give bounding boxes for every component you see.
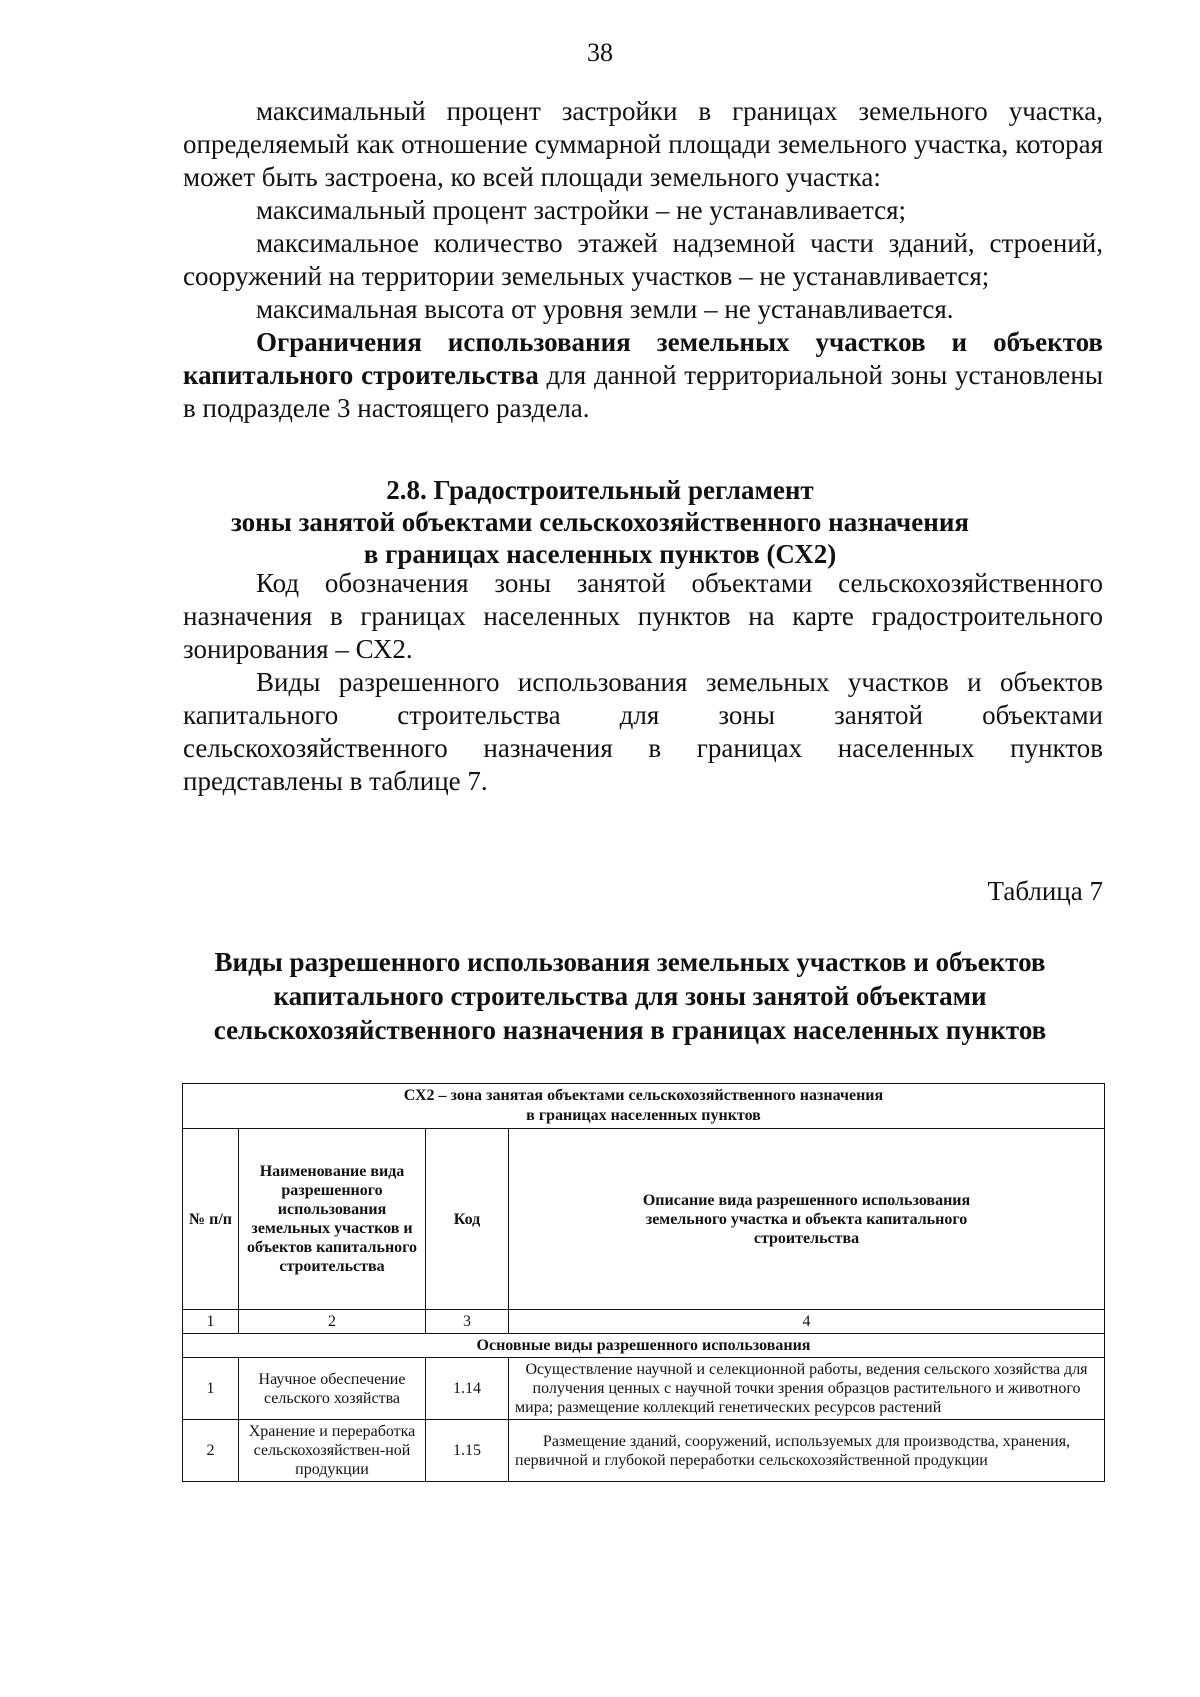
column-number: 2 — [239, 1310, 426, 1334]
group-header-cell: Основные виды разрешенного использования — [183, 1334, 1105, 1358]
zone-header-cell — [183, 1084, 1105, 1129]
table-title — [160, 945, 1100, 1047]
section-heading-line: в границах населенных пунктов (СХ2) — [363, 539, 837, 569]
paragraph-height: максимальная высота от уровня земли – не устанавливается. — [256, 294, 954, 324]
section-heading-line: зоны занятой объектами сельскохозяйственного назначения — [230, 507, 969, 537]
table-title-line: капитального строительства для зоны занятой объектами — [273, 981, 987, 1011]
restrictions-text: для данной территориальной зоны установлены в подразделе 3 настоящего раздела. — [183, 360, 1103, 423]
header-name: Наименование вида разрешенного использования земельных участков и объектов капитального строительства — [239, 1129, 426, 1310]
row-description: Размещение зданий, сооружений, используемых для производства, хранения, первичной и глубокой переработки сельскохозяйственной продукции — [509, 1420, 1105, 1482]
column-number-row — [183, 1310, 1105, 1334]
paragraph-zone-code: Код обозначения зоны занятой объектами сельскохозяйственного назначения в границах населенных пунктов на карте градостроительного зонирования – СХ2. — [183, 568, 1103, 664]
zone-header-line: СХ2 – зона занятая объектами сельскохозяйственного назначения — [403, 1087, 884, 1104]
section-heading-line: 2.8. Градостроительный регламент — [386, 475, 814, 505]
paragraph-floors: максимальное количество этажей надземной части зданий, строений, сооружений на территории земельных участков – не устанавливается; — [183, 228, 1103, 291]
row-name: Научное обеспечение сельского хозяйства — [239, 1358, 426, 1420]
permitted-uses-table — [182, 1083, 1105, 1482]
zone-parameters-text — [183, 95, 1103, 425]
column-number: 1 — [183, 1310, 239, 1334]
table-caption-label: Таблица 7 — [987, 876, 1103, 906]
paragraph-restrictions — [183, 326, 1103, 425]
table-row — [183, 1420, 1105, 1482]
row-code: 1.15 — [426, 1420, 509, 1482]
zone-description-text — [183, 567, 1103, 798]
row-name: Хранение и переработка сельскохозяйствен-ной продукции — [239, 1420, 426, 1482]
column-number: 3 — [426, 1310, 509, 1334]
group-header-row — [183, 1334, 1105, 1358]
header-description: Описание вида разрешенного использования земельного участка и объекта капитального строительства — [509, 1129, 1105, 1310]
page-number: 38 — [587, 38, 613, 67]
row-description: Осуществление научной и селекционной работы, ведения сельского хозяйства для получения ценных с научной точки зрения образцов растительного и животного мира; размещение коллекций генетических ресурсов растений — [509, 1358, 1105, 1420]
row-num: 2 — [183, 1420, 239, 1482]
restrictions-bold-text: Ограничения использования земельных участков и объектов капитального строительства — [183, 327, 1103, 390]
zone-header-line: в границах населенных пунктов — [526, 1107, 761, 1124]
table-row — [183, 1358, 1105, 1420]
table-title-line: Виды разрешенного использования земельных участков и объектов — [214, 947, 1046, 977]
paragraph-build-percent: максимальный процент застройки – не устанавливается; — [256, 195, 907, 225]
column-header-row — [183, 1129, 1105, 1310]
row-code: 1.14 — [426, 1358, 509, 1420]
paragraph-build-percent-definition: максимальный процент застройки в границах земельного участка, определяемый как отношение суммарной площади земельного участка, которая может быть застроена, ко всей площади земельного участка: — [183, 96, 1103, 192]
header-code: Код — [426, 1129, 509, 1310]
zone-header-row — [183, 1084, 1105, 1129]
table-title-line: сельскохозяйственного назначения в границах населенных пунктов — [213, 1015, 1047, 1045]
section-heading — [130, 474, 1070, 570]
row-num: 1 — [183, 1358, 239, 1420]
header-num: № п/п — [183, 1129, 239, 1310]
column-number: 4 — [509, 1310, 1105, 1334]
paragraph-permitted-uses: Виды разрешенного использования земельных участков и объектов капитального строительства для зоны занятой объектами сельскохозяйственного назначения в границах населенных пунктов представлены в таблице 7. — [183, 667, 1103, 796]
